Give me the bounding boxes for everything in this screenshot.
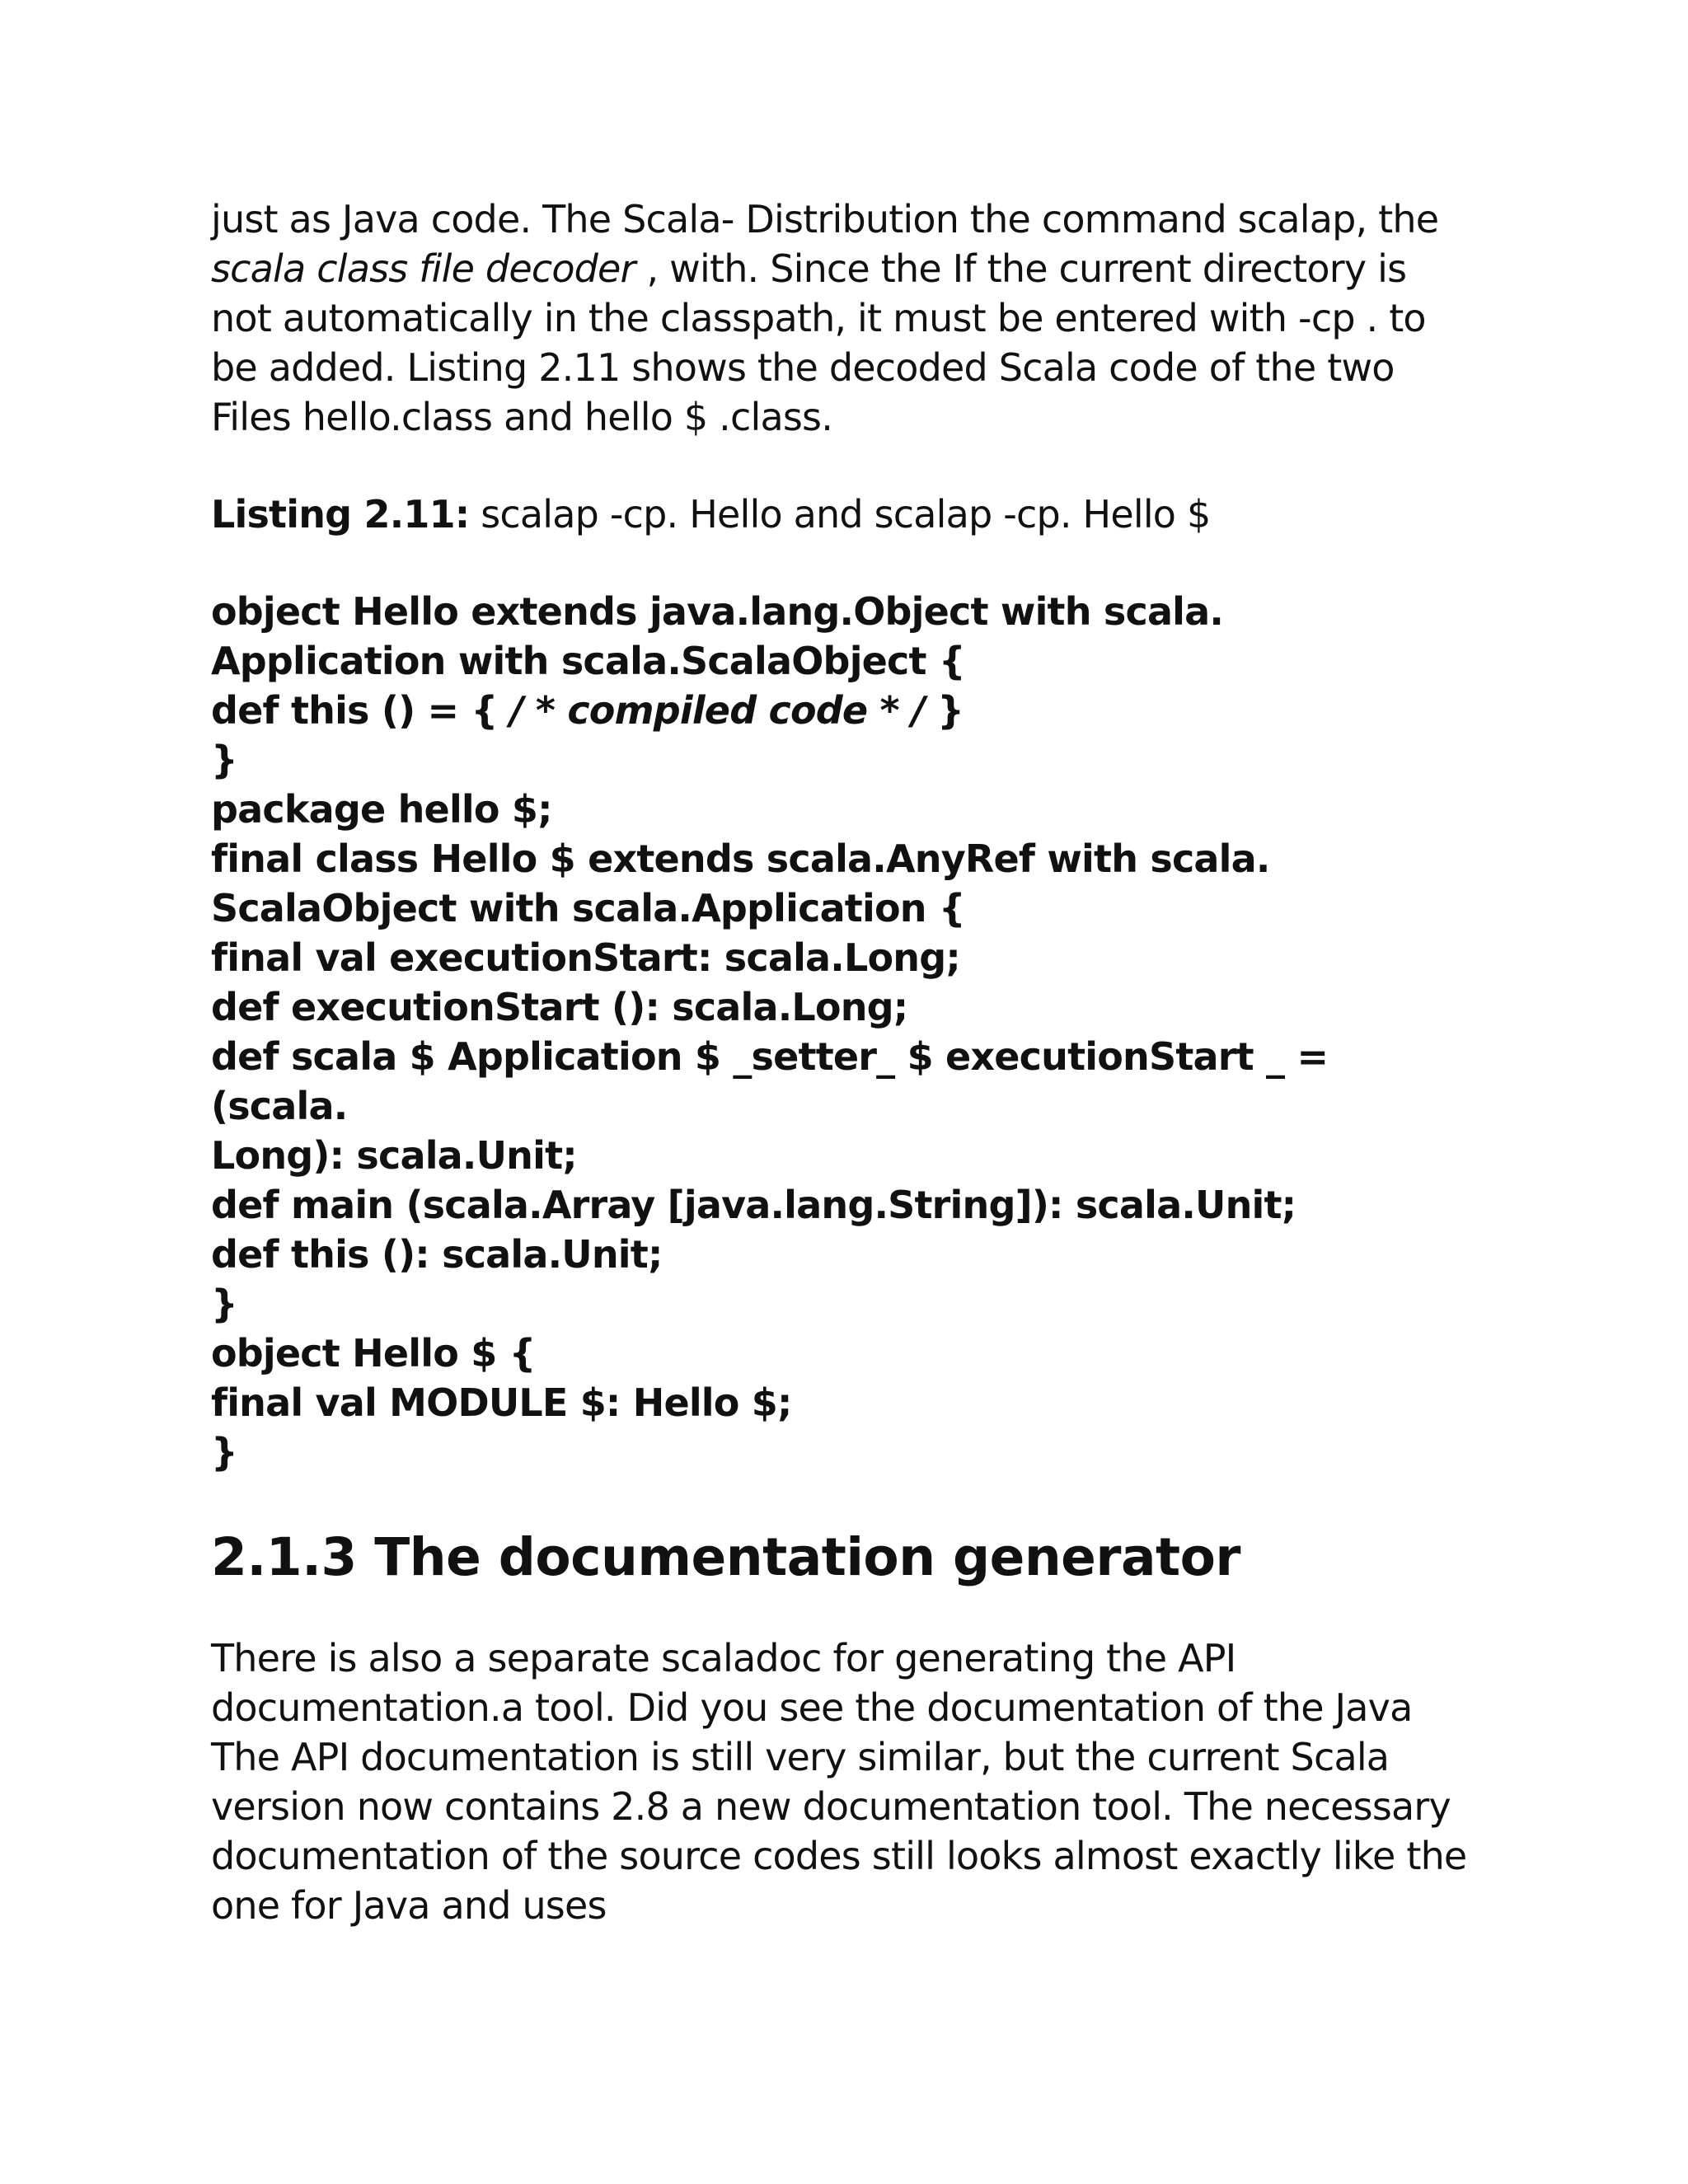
body-paragraph [211,1633,1497,1930]
section-heading: 2.1.3 The documentation generator [211,1527,1240,1587]
intro-line: just as Java code. The Scala- Distribution the command scalap, the [211,197,1439,241]
code-line: def this (): scala.Unit; [211,1232,663,1277]
code-line: Application with scala.ScalaObject { [211,639,965,683]
body-line: documentation.a tool. Did you see the documentation of the Java [211,1685,1413,1730]
code-line: object Hello $ { [211,1331,536,1376]
code-line: def main (scala.Array [java.lang.String]): scala.Unit; [211,1183,1296,1227]
intro-line: not automatically in the classpath, it must be entered with -cp . to [211,296,1426,340]
body-line: The API documentation is still very similar, but the current Scala [211,1735,1390,1779]
body-line: one for Java and uses [211,1883,607,1928]
code-line: final class Hello $ extends scala.AnyRef with scala. [211,837,1270,881]
code-line: (scala. [211,1084,348,1128]
body-line: documentation of the source codes still looks almost exactly like the [211,1834,1467,1878]
code-line: } [211,1430,237,1474]
listing-caption-text: scalap -cp. Hello and scalap -cp. Hello $ [469,492,1211,537]
code-line: def executionStart (): scala.Long; [211,985,908,1029]
intro-line: be added. Listing 2.11 shows the decoded Scala code of the two [211,345,1395,390]
code-segment: } [925,688,964,733]
code-line: package hello $; [211,787,552,832]
intro-line: Files hello.class and hello $ .class. [211,395,833,439]
listing-label: Listing 2.11: [211,492,470,537]
code-line: object Hello extends java.lang.Object with scala. [211,589,1224,634]
code-line: final val MODULE $: Hello $; [211,1380,792,1425]
code-line: def scala $ Application $ _setter_ $ executionStart _ = [211,1034,1329,1079]
body-line: There is also a separate scaladoc for generating the API [211,1636,1236,1680]
code-line: Long): scala.Unit; [211,1133,577,1178]
code-line: } [211,738,237,782]
intro-line-rest: , with. Since the If the current directory is [635,246,1407,291]
scalap-term: scala class file decoder [211,246,635,291]
code-line [211,686,1497,735]
code-line: } [211,1282,237,1326]
code-line: final val executionStart: scala.Long; [211,935,960,980]
code-line: ScalaObject with scala.Application { [211,886,965,930]
body-line: version now contains 2.8 a new documentation tool. The necessary [211,1784,1451,1829]
listing-caption [211,490,1497,539]
document-page [211,194,1497,1930]
intro-line [211,244,1497,293]
code-segment: def this () = { [211,688,510,733]
code-comment: / * compiled code * / [509,688,926,733]
code-listing [211,587,1497,1477]
intro-paragraph [211,194,1497,442]
